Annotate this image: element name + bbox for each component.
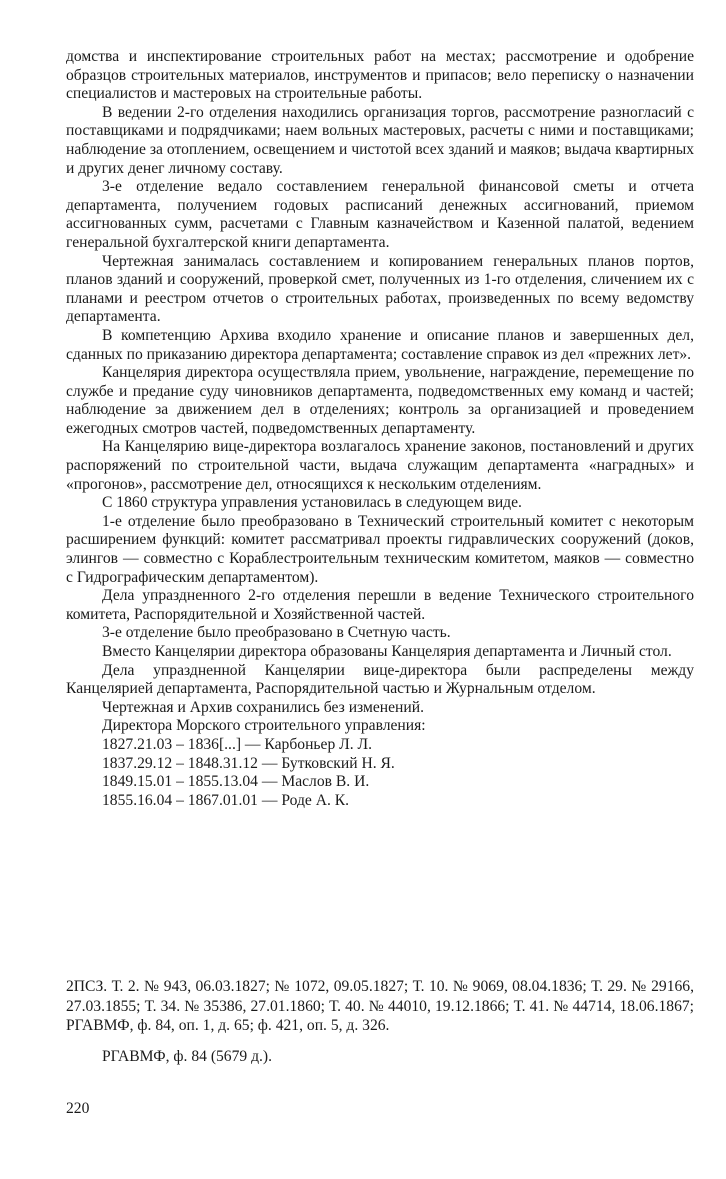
paragraph-director-chancellery: Канцелярия директора осуществляла прием, увольнение, награждение, перемещение по службе и предание суду чиновников департамента, подведомственных ему команд и частей; наблюдение за движением дел в отделениях; контроль за организацией и проведением ежегодных смотров частей, подведомственных департаменту. — [66, 364, 694, 437]
director-entry: 1855.16.04 – 1867.01.01 — Роде А. К. — [102, 791, 350, 809]
paragraph-continuation: домства и инспектирование строительных работ на местах; рассмотрение и одобрение образцов строительных материалов, инструментов и припасов; вело переписку о назначении специалистов и мастеровых на строительные работы. — [66, 48, 694, 103]
paragraph-vice-director-chancellery: На Канцелярию вице-директора возлагалось хранение законов, постановлений и других распоряжений по строительной части, выдача служащим департамента «наградных» и «прогонов», рассмотрение дел, относящихся к нескольким отделениям. — [66, 438, 694, 493]
paragraph-unchanged: Чертежная и Архив сохранились без изменений. — [102, 698, 424, 716]
paragraph-2nd-department: В ведении 2-го отделения находились организация торгов, рассмотрение разногласий с поставщиками и подрядчиками; наем вольных мастеровых, расчеты с ними и поставщиками; наблюдение за отоплением, освещением и чистотой всех зданий и маяков; выдача квартирных и других денег личному составу. — [66, 103, 694, 177]
paragraph-accounting-part: 3-е отделение было преобразовано в Счетную часть. — [102, 624, 451, 642]
sources-footnote — [66, 977, 694, 1066]
director-entry: 1827.21.03 – 1836[...] — Карбоньер Л. Л. — [102, 735, 372, 753]
paragraph-2nd-department-abolished: Дела упраздненного 2-го отделения перешли в ведение Технического строительного комитета, Распорядительной и Хозяйственной частей. — [66, 587, 694, 623]
paragraph-drafting-office: Чертежная занималась составлением и копированием генеральных планов портов, планов зданий и сооружений, проверкой смет, полученных из 1-го отделения, сличением их с планами и реестром отчетов о строительных работах, произведенных по всему ведомству департамента. — [66, 252, 694, 326]
sources-text: 2ПСЗ. Т. 2. № 943, 06.03.1827; № 1072, 09.05.1827; Т. 10. № 9069, 08.04.1836; Т. 29. № 29166, 27.03.1855; Т. 34. № 35386, 27.01.1860; Т. 40. № 44010, 19.12.1866; Т. 41. № 44714, 18.06.1867; РГАВМФ, ф. 84, оп. 1, д. 65; ф. 421, оп. 5, д. 326. — [66, 978, 694, 1034]
director-entry: 1849.15.01 – 1855.13.04 — Маслов В. И. — [102, 773, 370, 791]
page-number: 220 — [66, 1100, 90, 1117]
director-entry: 1837.29.12 – 1848.31.12 — Бутковский Н. Я. — [102, 754, 395, 772]
paragraph-archive: В компетенцию Архива входило хранение и описание планов и завершенных дел, сданных по приказанию директора департамента; составление справок из дел «прежних лет». — [66, 326, 694, 363]
directors-heading: Директора Морского строительного управления: — [102, 717, 426, 735]
paragraph-3rd-department: 3-е отделение ведало составлением генеральной финансовой сметы и отчета департамента, получением годовых расписаний денежных ассигнований, приемом ассигнованных сумм, расчетами с Главным казначейством и Казенной палатой, ведением генеральной бухгалтерской книги департамента. — [66, 178, 694, 251]
paragraph-technical-committee: 1-е отделение было преобразовано в Технический строительный комитет с некоторым расширением функций: комитет рассматривал проекты гидравлических сооружений (доков, элингов — совместно с Кораблестроительным техническим комитетом, маяков — совместно с Гидрографическим департаментом). — [66, 512, 694, 586]
archive-reference: РГАВМФ, ф. 84 (5679 д.). — [102, 1047, 273, 1065]
paragraph-journal-department: Дела упраздненной Канцелярии вице-директора были распределены между Канцелярией департамента, Распорядительной частью и Журнальным отделом. — [66, 661, 694, 698]
paragraph-personal-desk: Вместо Канцелярии директора образованы Канцелярия департамента и Личный стол. — [102, 643, 672, 660]
paragraph-1860-structure: С 1860 структура управления установилась в следующем виде. — [102, 494, 522, 512]
directors-list — [66, 736, 694, 810]
main-text — [66, 48, 694, 810]
